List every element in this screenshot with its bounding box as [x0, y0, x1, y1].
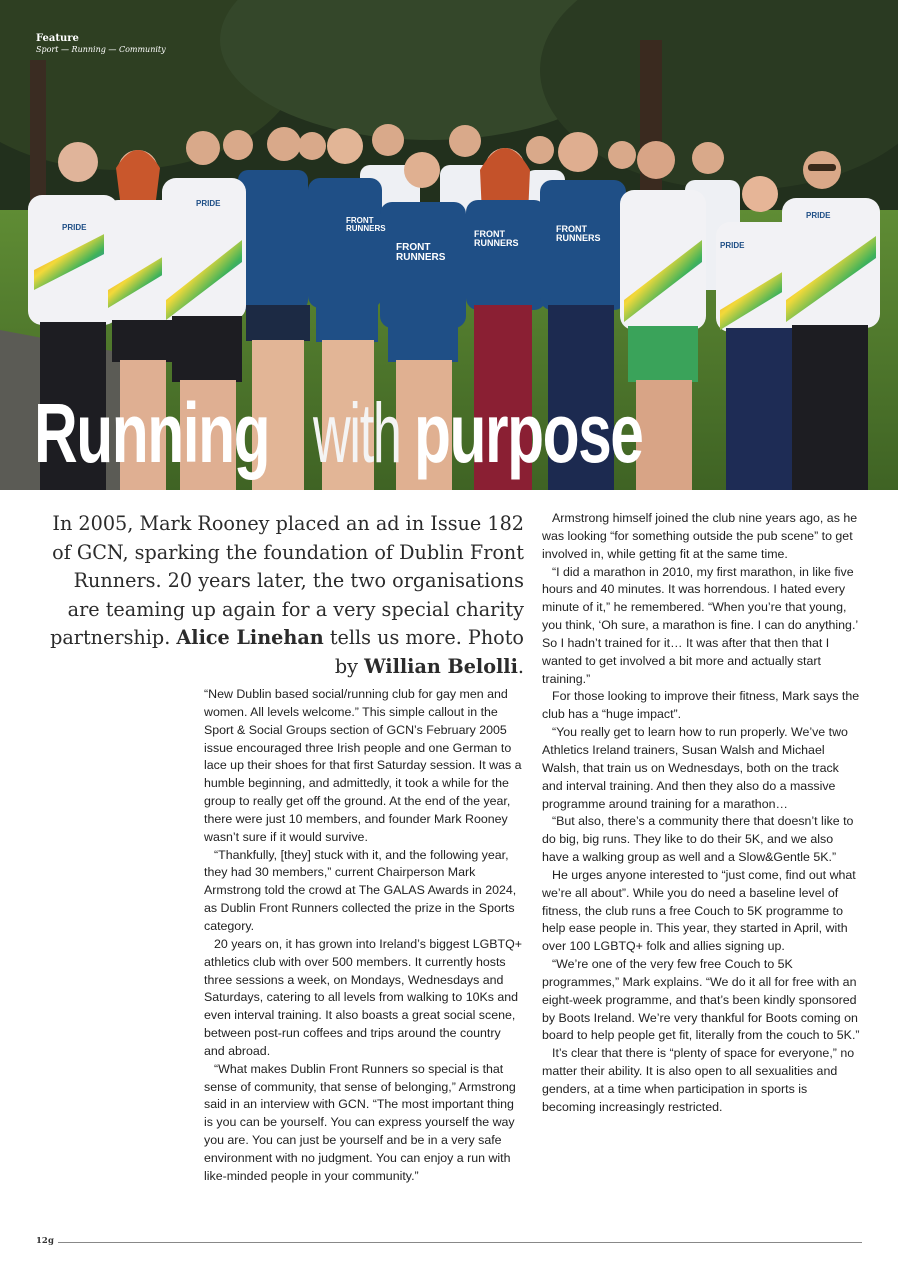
shirt-logo-text: PRIDE [806, 211, 831, 220]
body-column-right [542, 510, 860, 1117]
page-footer [36, 1236, 862, 1252]
runner-shorts [172, 316, 242, 382]
body-paragraph: “New Dublin based social/running club for gay men and women. All levels welcome.” This simple callout in the Sport & Social Groups section of GCN’s February 2005 issue encouraged three Irish people and one German to lace up their shoes for that first Saturday session. It was a humble beginning, and admittedly, it took a while for the group to really get off the ground. At the end of the year, there were just 10 members, and founder Mark Rooney wasn’t sure if it would survive. [204, 687, 522, 844]
author-name: Alice Linehan [176, 626, 324, 649]
standfirst [40, 510, 524, 681]
shirt-logo-text: FRONT [396, 242, 431, 253]
runner-head [449, 125, 481, 157]
sunglasses [808, 164, 836, 171]
runner-shirt [380, 202, 466, 328]
runner-shirt [238, 170, 308, 310]
body-paragraph: 20 years on, it has grown into Ireland’s biggest LGBTQ+ athletics club with over 500 members. It currently hosts three sessions a week, on Mondays, Wednesdays and Saturdays, catering to all levels from walking to 10Ks and even interval training. It also boasts a great social scene, between post-run coffees and trips around the country and abroad. [204, 936, 522, 1058]
body-paragraph: For those looking to improve their fitness, Mark says the club has a “huge impact”. [542, 689, 860, 722]
page-number: 12 [36, 1236, 48, 1246]
shirt-logo-text: PRIDE [720, 241, 745, 250]
standfirst-intro: In 2005, Mark Rooney placed an ad in Issue 182 of GCN, sparking the foundation of Dublin Front Runners. 20 years later, the two organisations are teaming up again for a very special charity partnership. [50, 512, 524, 649]
body-paragraph: Armstrong himself joined the club nine years ago, as he was looking “for something outside the pub scene” to get involved in, while getting fit at the same time. [542, 511, 858, 561]
body-paragraph: “What makes Dublin Front Runners so special is that sense of community, that sense of belonging,” Armstrong said in an interview with GCN. “The most important thing is you can be yourself. You can express yourself the way you are. You can just be yourself and be in a very safe environment with no judgment. You can enjoy a run with like-minded people in your community.” [204, 1061, 516, 1183]
shirt-logo-text: PRIDE [62, 223, 87, 232]
shirt-logo-text: RUNNERS [396, 252, 446, 263]
runner-head [558, 132, 598, 172]
runner-shorts [628, 326, 698, 382]
runner-head [223, 130, 253, 160]
runner-head [608, 141, 636, 169]
body-paragraph: “We’re one of the very few free Couch to 5K programmes,” Mark explains. “We do it all for free with an eight-week programme, and that’s been kindly sponsored by Boots Ireland. We’re very thankful for Boots coming on board to help people get fit, literally from the couch to 5K.” [542, 957, 860, 1043]
standfirst-tells: tells us more. [329, 626, 462, 649]
headline-word-running: Running [34, 386, 270, 480]
runner-shorts [112, 320, 172, 362]
runner-head [186, 131, 220, 165]
runner-head [372, 124, 404, 156]
runner-head [298, 132, 326, 160]
section-tags: Sport — Running — Community [36, 45, 166, 54]
hero-photo [0, 0, 898, 490]
runner-shorts [388, 322, 458, 362]
runner-shirt [540, 180, 626, 310]
article-headline [34, 383, 731, 483]
section-label: Feature [36, 33, 79, 44]
photo-credit-label: Photo by [334, 626, 524, 678]
runner-head [404, 152, 440, 188]
body-paragraph: “I did a marathon in 2010, my first marathon, in like five hours and 40 minutes. It was horrendous. I hated every minute of it,” he remembered. “When you’re that young, you think, ‘Oh sure, a marathon is fine. I can do anything.’ So I hadn’t trained for it… It was after that then that I wanted to get involved a bit more and actually start training.” [542, 564, 858, 686]
shirt-logo-text: FRONT [346, 216, 374, 225]
gcn-logo: g [48, 1236, 54, 1246]
headline-word-with: with [312, 386, 401, 480]
runner-head [327, 128, 363, 164]
shirt-logo-text: RUNNERS [556, 233, 601, 243]
runner-head [742, 176, 778, 212]
body-paragraph: It’s clear that there is “plenty of space for everyone,” no matter their ability. It is also open to all sexualities and genders, at a time when participation in sports is becoming increasingly restricted. [542, 1046, 855, 1114]
runner-shorts [316, 300, 378, 342]
runner-shorts [246, 305, 310, 341]
shirt-logo-text: FRONT [474, 229, 505, 239]
runner-head [58, 142, 98, 182]
shirt-logo-text: FRONT [556, 224, 587, 234]
runner-leggings [726, 328, 796, 490]
section-kicker [36, 33, 166, 54]
body-paragraph: “Thankfully, [they] stuck with it, and the following year, they had 30 members,” current Chairperson Mark Armstrong told the crowd at The GALAS Awards in 2024, as Dublin Front Runners collected the prize in the Sports category. [204, 847, 517, 933]
runner-head [692, 142, 724, 174]
runner-head [637, 141, 675, 179]
standfirst-end: . [517, 654, 524, 678]
body-column-left [204, 686, 522, 1186]
body-paragraph: “But also, there’s a community there that doesn’t like to do big, big runs. They like to do their 5K, and we also have a walking group as well and a Slow&Gentle 5K.” [542, 814, 854, 865]
runner-shirt [308, 178, 382, 308]
footer-rule [58, 1242, 862, 1243]
runner-legs [792, 325, 868, 490]
runner-head [526, 136, 554, 164]
shirt-logo-text: PRIDE [196, 199, 221, 208]
photographer-name: Willian Belolli [364, 654, 518, 678]
shirt-logo-text: RUNNERS [346, 224, 386, 233]
shirt-logo-text: RUNNERS [474, 238, 519, 248]
runner-head [267, 127, 301, 161]
headline-word-purpose: purpose [413, 386, 643, 480]
body-paragraph: “You really get to learn how to run properly. We’ve two Athletics Ireland trainers, Susan Walsh and Michael Walsh, that train us on Wednesdays, both on the track and interval training. And then they also do a massive programme around training for a marathon… [542, 725, 848, 811]
body-paragraph: He urges anyone interested to “just come, find out what we’re all about”. While you do need a baseline level of fitness, the club runs a free Couch to 5K programme to help ease people in. This year, they started in April, with over 100 LGBTQ+ folk and allies signing up. [542, 867, 856, 954]
runner-shirt [466, 200, 546, 310]
